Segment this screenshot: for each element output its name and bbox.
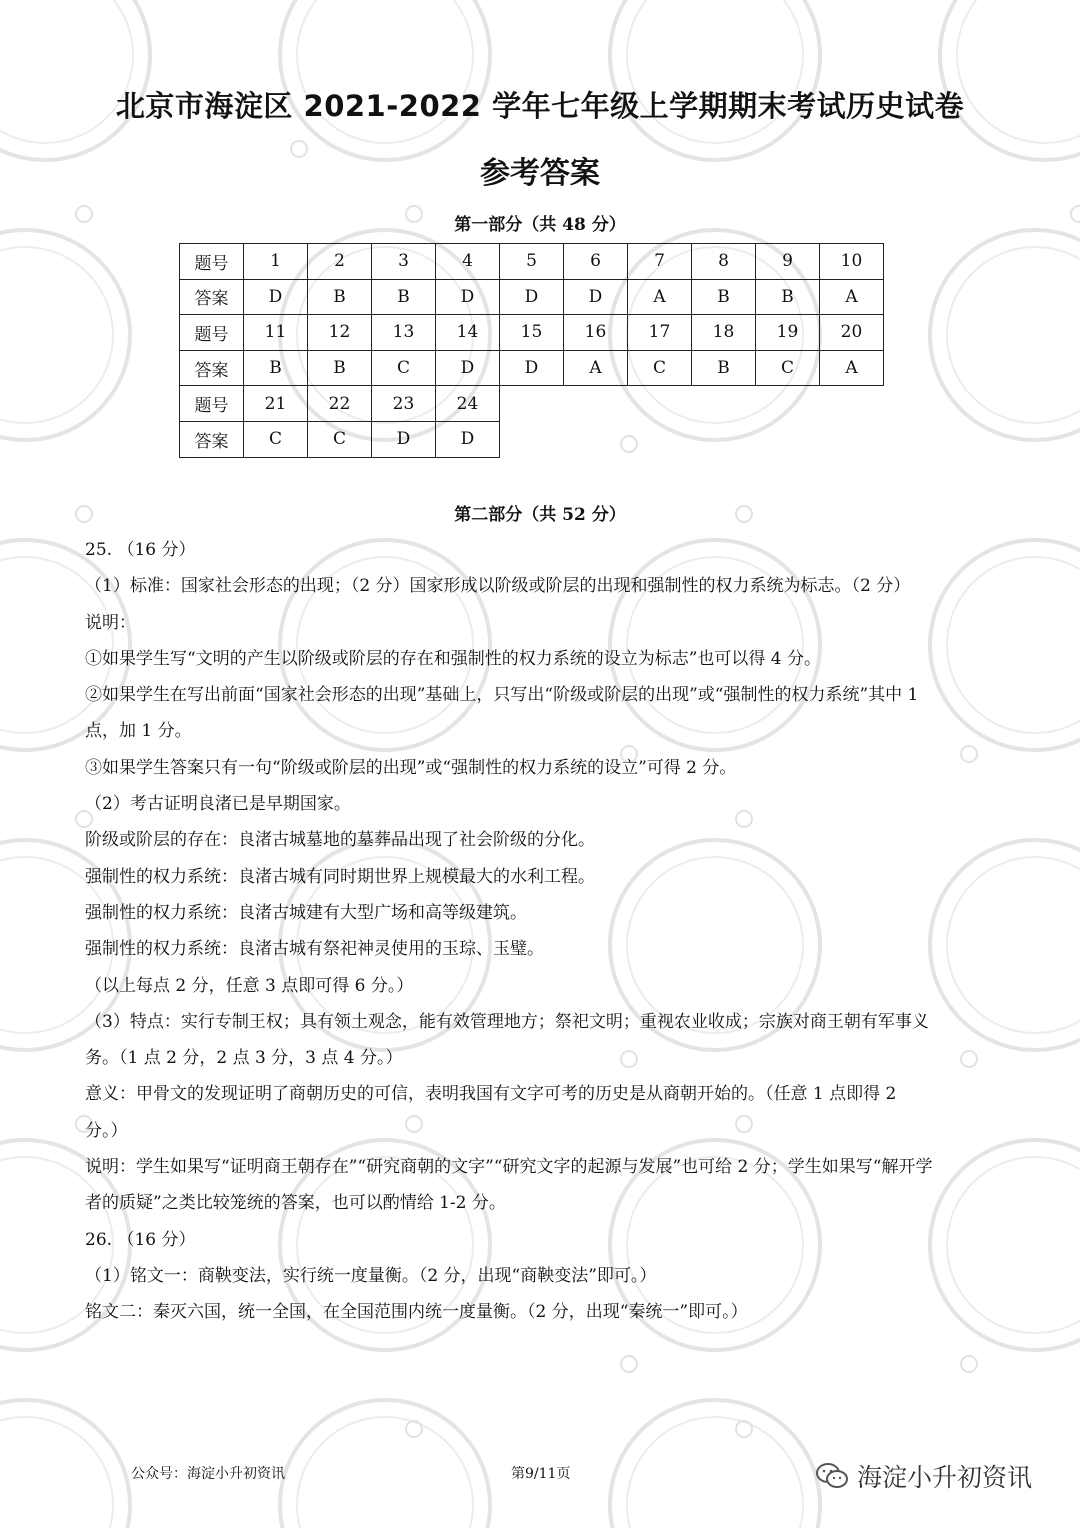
question-heading: 25. （16 分） <box>85 540 196 560</box>
answer-line: ①如果学生写“文明的产生以阶级或阶层的存在和强制性的权力系统的设立为标志”也可以得 4 分。 <box>85 648 822 669</box>
table-cell: D <box>436 350 500 386</box>
table-cell: A <box>628 279 692 315</box>
answer-line: 者的质疑”之类比较笼统的答案，也可以酌情给 1-2 分。 <box>85 1193 506 1214</box>
question-heading: 26. （16 分） <box>85 1229 196 1250</box>
watermark-stamp <box>270 1390 500 1528</box>
table-cell: A <box>820 279 884 315</box>
table-cell: B <box>308 350 372 386</box>
table-cell: 题号 <box>180 315 244 351</box>
table-row <box>180 421 884 457</box>
table-cell-empty <box>564 386 628 422</box>
table-cell: 17 <box>628 315 692 351</box>
table-cell: 答案 <box>180 279 244 315</box>
table-cell: 6 <box>564 244 628 280</box>
table-cell: 题号 <box>180 386 244 422</box>
table-cell: D <box>244 279 308 315</box>
table-row <box>180 350 884 386</box>
answer-line: 说明：学生如果写“证明商王朝存在”“研究商朝的文字”“研究文字的起源与发展”也可给 2 分；学生如果写“解开学 <box>85 1157 933 1178</box>
table-cell-empty <box>756 386 820 422</box>
table-cell-empty <box>692 386 756 422</box>
table-cell: A <box>564 350 628 386</box>
table-cell: 18 <box>692 315 756 351</box>
answer-line: （1）标准：国家社会形态的出现；（2 分）国家形成以阶级或阶层的出现和强制性的权力系统为标志。（2 分） <box>85 576 911 597</box>
table-row <box>180 315 884 351</box>
table-cell: B <box>756 279 820 315</box>
brand-watermark <box>815 1458 1032 1494</box>
answer-line: 意义：甲骨文的发现证明了商朝历史的可信，表明我国有文字可考的历史是从商朝开始的。（任意 1 点即得 2 <box>85 1084 897 1105</box>
answer-line: 强制性的权力系统：良渚古城有祭祀神灵使用的玉琮、玉璧。 <box>85 939 544 960</box>
table-cell: 11 <box>244 315 308 351</box>
wechat-icon <box>815 1462 849 1490</box>
table-cell: B <box>244 350 308 386</box>
brand-name: 海淀小升初资讯 <box>857 1463 1033 1492</box>
table-cell-empty <box>628 386 692 422</box>
answer-table <box>179 243 884 458</box>
table-cell: 20 <box>820 315 884 351</box>
watermark-dot <box>960 1355 978 1373</box>
page-title: 北京市海淀区 2021-2022 学年七年级上学期期末考试历史试卷 <box>115 89 965 123</box>
table-row <box>180 244 884 280</box>
table-cell: D <box>500 350 564 386</box>
table-cell: D <box>436 279 500 315</box>
table-cell: 答案 <box>180 350 244 386</box>
table-cell-empty <box>756 421 820 457</box>
part2-heading: 第二部分（共 52 分） <box>454 505 626 525</box>
table-cell-empty <box>500 421 564 457</box>
table-row <box>180 386 884 422</box>
watermark-stamp <box>0 220 140 450</box>
footer-account: 公众号：海淀小升初资讯 <box>131 1466 285 1482</box>
answer-line: 强制性的权力系统：良渚古城建有大型广场和高等级建筑。 <box>85 902 527 923</box>
table-cell: 16 <box>564 315 628 351</box>
table-cell: 19 <box>756 315 820 351</box>
table-cell: 22 <box>308 386 372 422</box>
watermark-stamp <box>920 220 1080 450</box>
table-cell: B <box>308 279 372 315</box>
page-subtitle: 参考答案 <box>480 156 600 191</box>
watermark-dot <box>405 1420 423 1438</box>
table-cell-empty <box>820 386 884 422</box>
table-cell: 24 <box>436 386 500 422</box>
table-cell: 1 <box>244 244 308 280</box>
table-cell: 9 <box>756 244 820 280</box>
table-cell: D <box>564 279 628 315</box>
answer-line: 务。（1 点 2 分，2 点 3 分，3 点 4 分。） <box>85 1048 403 1069</box>
table-cell: 3 <box>372 244 436 280</box>
table-cell: D <box>500 279 564 315</box>
table-cell: 4 <box>436 244 500 280</box>
table-cell: B <box>372 279 436 315</box>
answer-line: （以上每点 2 分，任意 3 点即可得 6 分。） <box>85 975 414 996</box>
table-cell-empty <box>628 421 692 457</box>
table-cell: C <box>244 421 308 457</box>
watermark-dot <box>735 1420 753 1438</box>
answer-body <box>85 532 995 1331</box>
answer-line: （1）铭文一：商鞅变法，实行统一度量衡。（2 分，出现“商鞅变法”即可。） <box>85 1265 657 1286</box>
answer-line: ③如果学生答案只有一句“阶级或阶层的出现”或“强制性的权力系统的设立”可得 2 分。 <box>85 757 737 778</box>
watermark-stamp <box>600 1390 830 1528</box>
table-cell: 14 <box>436 315 500 351</box>
table-cell: 12 <box>308 315 372 351</box>
answer-line: 铭文二：秦灭六国，统一全国，在全国范围内统一度量衡。（2 分，出现“秦统一”即可。） <box>85 1302 748 1323</box>
table-cell: B <box>692 350 756 386</box>
table-cell: C <box>756 350 820 386</box>
table-cell: 5 <box>500 244 564 280</box>
table-cell: 答案 <box>180 421 244 457</box>
page-number: 第9/11页 <box>511 1466 571 1482</box>
table-cell-empty <box>564 421 628 457</box>
answer-line: 分。） <box>85 1120 128 1141</box>
table-cell: A <box>820 350 884 386</box>
table-cell: 2 <box>308 244 372 280</box>
table-row <box>180 279 884 315</box>
table-cell: 题号 <box>180 244 244 280</box>
answer-line: （3）特点：实行专制王权；具有领土观念，能有效管理地方；祭祀文明；重视农业收成；宗族对商王朝有军事义 <box>85 1011 929 1032</box>
watermark-dot <box>620 1355 638 1373</box>
table-cell-empty <box>820 421 884 457</box>
table-cell: 7 <box>628 244 692 280</box>
watermark-stamp <box>0 1390 140 1528</box>
table-cell: D <box>436 421 500 457</box>
table-cell: C <box>308 421 372 457</box>
table-cell: D <box>372 421 436 457</box>
answer-line: 点，加 1 分。 <box>85 721 192 742</box>
table-cell: 23 <box>372 386 436 422</box>
table-cell: 15 <box>500 315 564 351</box>
table-cell-empty <box>692 421 756 457</box>
table-cell: 10 <box>820 244 884 280</box>
answer-line: ②如果学生在写出前面“国家社会形态的出现”基础上，只写出“阶级或阶层的出现”或“强制性的权力系统”其中 1 <box>85 685 919 706</box>
table-cell: 8 <box>692 244 756 280</box>
table-cell: 13 <box>372 315 436 351</box>
table-cell: 21 <box>244 386 308 422</box>
table-cell: B <box>692 279 756 315</box>
answer-line: （2）考古证明良渚已是早期国家。 <box>85 794 351 815</box>
answer-line: 阶级或阶层的存在：良渚古城墓地的墓葬品出现了社会阶级的分化。 <box>85 830 595 851</box>
part1-heading: 第一部分（共 48 分） <box>454 215 626 235</box>
table-cell-empty <box>500 386 564 422</box>
table-cell: C <box>372 350 436 386</box>
table-cell: C <box>628 350 692 386</box>
answer-line: 强制性的权力系统：良渚古城有同时期世界上规模最大的水利工程。 <box>85 866 595 887</box>
answer-line: 说明： <box>85 612 136 633</box>
